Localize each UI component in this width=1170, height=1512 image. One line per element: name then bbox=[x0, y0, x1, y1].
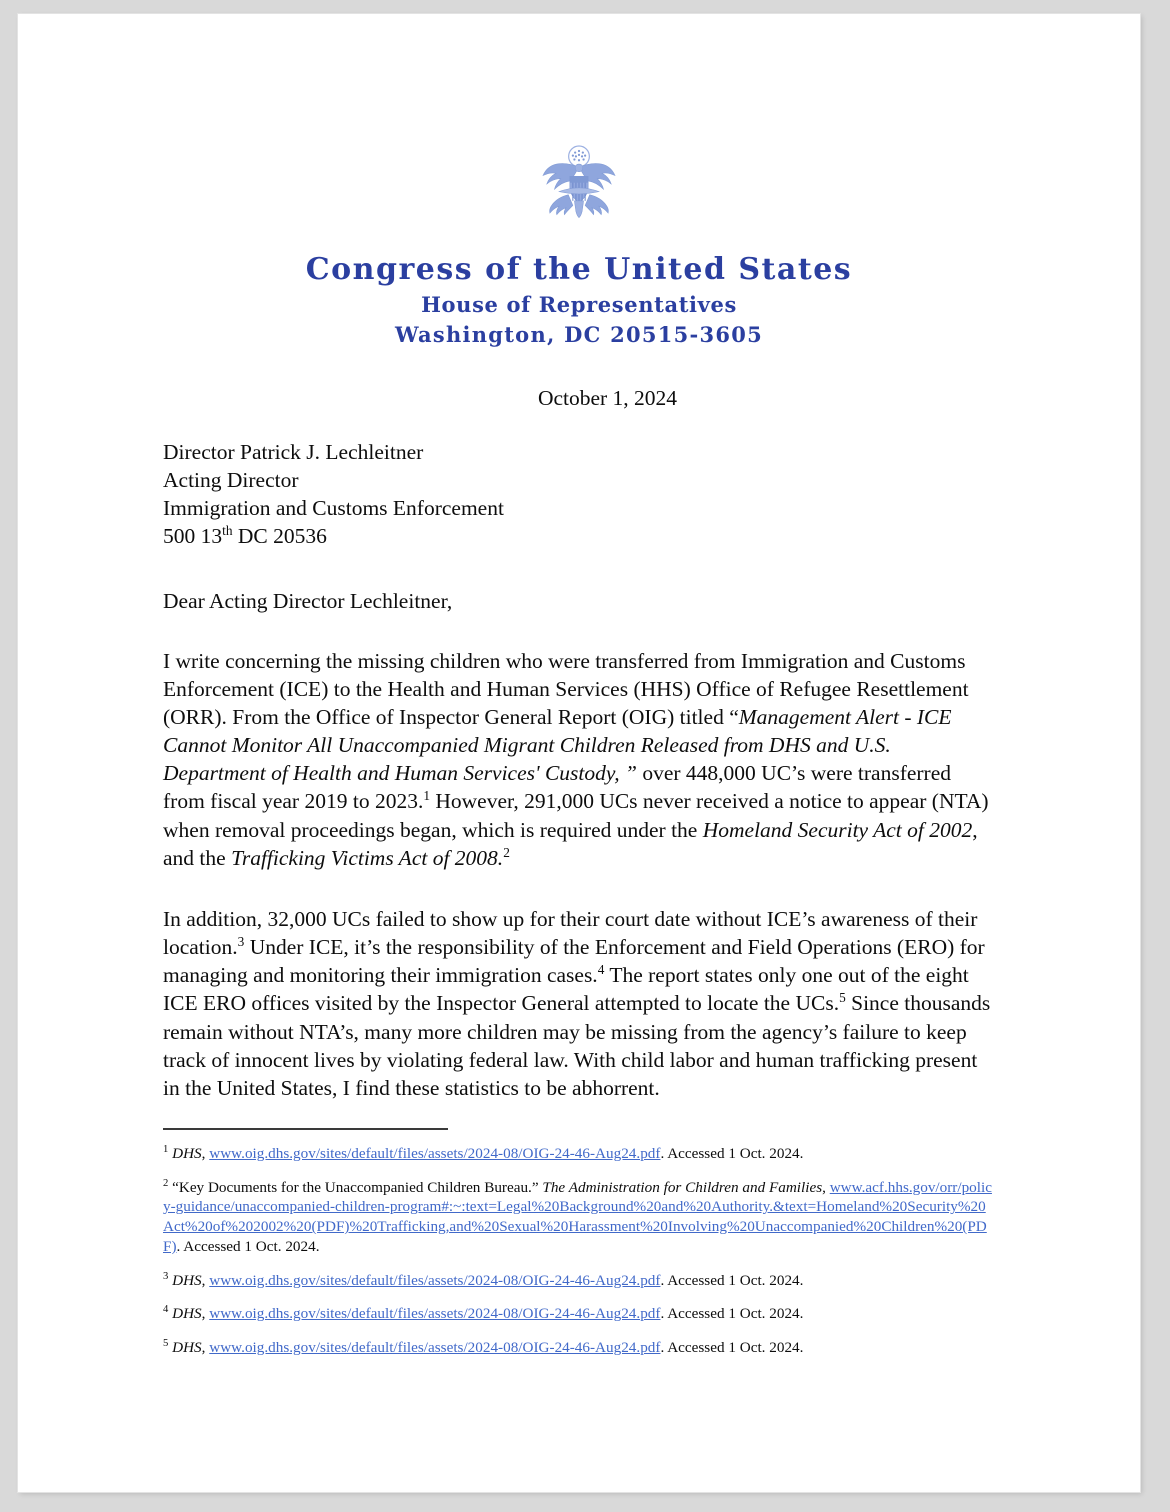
footnote-3-comma: , bbox=[201, 1271, 210, 1289]
letterhead-title: Congress of the United States bbox=[305, 252, 853, 287]
footnote-ref-5[interactable]: 5 bbox=[839, 990, 846, 1006]
footnote-ref-3[interactable]: 3 bbox=[237, 933, 245, 949]
footnote-1-marker: 1 bbox=[163, 1143, 169, 1155]
paragraph-1 bbox=[163, 647, 992, 872]
recipient-agency: Immigration and Customs Enforcement bbox=[163, 495, 504, 520]
footnote-4 bbox=[163, 1304, 992, 1324]
footnote-zone bbox=[18, 1128, 1140, 1358]
p1-segment-2: over 448,000 UC’s were transferred from fiscal year 2019 to 2023. bbox=[163, 761, 952, 814]
footnote-2-source: The Administration for Children and Families bbox=[542, 1178, 823, 1196]
p1-segment-3: However, 291,000 UCs never received a notice to appear (NTA) when removal proceedings began, which is required under the bbox=[163, 789, 989, 842]
p2-segment-1: In addition, 32,000 UCs failed to show up for their court date without ICE’s awareness of their location. bbox=[163, 906, 978, 960]
footnote-1 bbox=[163, 1144, 992, 1164]
letterhead bbox=[18, 14, 1140, 348]
footnote-1-link[interactable]: www.oig.dhs.gov/sites/default/files/assets/2024-08/OIG-24-46-Aug24.pdf bbox=[209, 1144, 661, 1162]
footnote-4-link[interactable]: www.oig.dhs.gov/sites/default/files/assets/2024-08/OIG-24-46-Aug24.pdf bbox=[209, 1305, 661, 1323]
footnote-3-link[interactable]: www.oig.dhs.gov/sites/default/files/assets/2024-08/OIG-24-46-Aug24.pdf bbox=[209, 1271, 661, 1289]
recipient-address-block bbox=[163, 439, 992, 551]
footnote-2-comma: , bbox=[822, 1178, 830, 1196]
footnote-5-comma: , bbox=[201, 1339, 210, 1357]
recipient-street-number: 500 13 bbox=[163, 523, 223, 548]
letter-body bbox=[18, 386, 1140, 1102]
recipient-street bbox=[163, 523, 992, 551]
paragraph-2 bbox=[163, 905, 992, 1102]
footnote-5 bbox=[163, 1338, 992, 1358]
footnote-4-comma: , bbox=[201, 1305, 210, 1323]
p1-segment-4: , and the bbox=[163, 817, 978, 870]
letter-date: October 1, 2024 bbox=[537, 385, 678, 410]
footnote-2-quoted-title: “Key Documents for the Unaccompanied Children Bureau.” bbox=[172, 1178, 543, 1196]
footnote-5-source: DHS bbox=[172, 1339, 202, 1357]
document-page bbox=[18, 14, 1140, 1492]
recipient-title: Acting Director bbox=[163, 467, 299, 492]
footnote-ref-1[interactable]: 1 bbox=[423, 788, 430, 804]
p2-segment-4: Since thousands remain without NTA’s, many more children may be missing from the agency’s failure to keep track of innocent lives by violating federal law. With child labor and human trafficking present in the United States, I find these statistics to be abhorrent. bbox=[163, 991, 991, 1100]
letterhead-chamber: House of Representatives bbox=[421, 292, 737, 318]
footnote-1-source: DHS bbox=[172, 1144, 202, 1162]
recipient-name: Director Patrick J. Lechleitner bbox=[163, 439, 424, 464]
p2-segment-2: Under ICE, it’s the responsibility of the Enforcement and Field Operations (ERO) for managing and monitoring their immigration cases. bbox=[163, 935, 985, 988]
p1-act-2002: Homeland Security Act of 2002 bbox=[702, 817, 973, 842]
letterhead-location: Washington, DC 20515-3605 bbox=[395, 321, 763, 347]
salutation: Dear Acting Director Lechleitner, bbox=[163, 588, 453, 613]
footnote-4-source: DHS bbox=[172, 1305, 202, 1323]
footnote-2-marker: 2 bbox=[163, 1177, 169, 1189]
recipient-street-ordinal: th bbox=[222, 522, 233, 538]
footnote-5-marker: 5 bbox=[163, 1338, 169, 1350]
footnote-3-marker: 3 bbox=[163, 1270, 169, 1282]
footnote-2 bbox=[163, 1178, 992, 1257]
footnote-1-comma: , bbox=[201, 1144, 210, 1162]
footnote-3-accessed: . Accessed 1 Oct. 2024. bbox=[660, 1271, 804, 1289]
footnote-3-source: DHS bbox=[172, 1271, 202, 1289]
footnote-ref-2[interactable]: 2 bbox=[503, 844, 510, 860]
footnote-2-link[interactable]: www.acf.hhs.gov/orr/policy-guidance/unaccompanied-children-program#:~:text=Legal%20Background%20and%20Authority.&text=Homeland%20Security%20Act%20of%202002%20(PDF)%20Trafficking,and%20Sexual%20Harassment%20Involving%20Unaccompanied%20Children%20(PDF) bbox=[163, 1178, 992, 1255]
footnote-5-accessed: . Accessed 1 Oct. 2024. bbox=[660, 1339, 804, 1357]
footnote-1-accessed: . Accessed 1 Oct. 2024. bbox=[660, 1144, 804, 1162]
footnote-4-accessed: . Accessed 1 Oct. 2024. bbox=[660, 1305, 804, 1323]
great-seal-icon bbox=[533, 144, 625, 224]
p1-act-2008: Trafficking Victims Act of 2008. bbox=[231, 845, 504, 870]
footnote-5-link[interactable]: www.oig.dhs.gov/sites/default/files/assets/2024-08/OIG-24-46-Aug24.pdf bbox=[209, 1339, 661, 1357]
footnote-ref-4[interactable]: 4 bbox=[597, 962, 605, 978]
footnote-2-accessed: . Accessed 1 Oct. 2024. bbox=[176, 1237, 320, 1255]
recipient-street-city: DC 20536 bbox=[232, 523, 327, 548]
p1-segment-1: I write concerning the missing children who were transferred from Immigration and Customs Enforcement (ICE) to the Health and Human Services (HHS) Office of Refugee Resettlement (ORR). From the Office of Inspector General Report (OIG) titled “ bbox=[163, 648, 969, 729]
footnote-4-marker: 4 bbox=[163, 1304, 169, 1316]
footnote-3 bbox=[163, 1271, 992, 1291]
footnote-separator bbox=[163, 1128, 448, 1130]
p1-report-title: Management Alert - ICE Cannot Monitor All Unaccompanied Migrant Children Released from DHS and U.S. Department of Health and Human Services' Custody, ” bbox=[163, 704, 952, 786]
p2-segment-3: The report states only one out of the eight ICE ERO offices visited by the Inspector General attempted to locate the UCs. bbox=[163, 963, 969, 1016]
